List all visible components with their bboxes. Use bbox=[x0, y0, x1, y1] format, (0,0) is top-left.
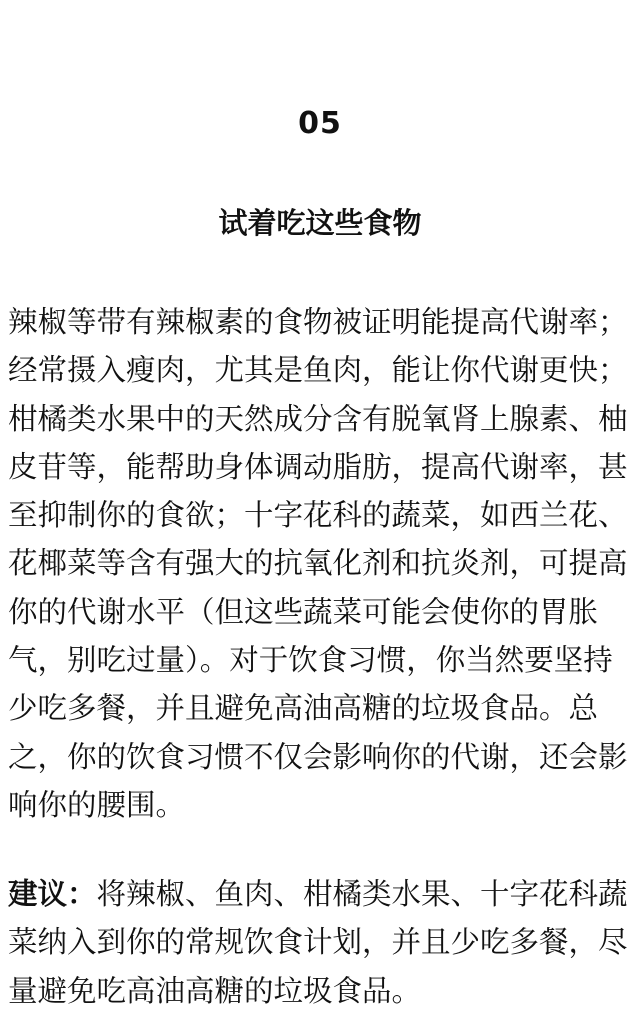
section-number: 05 bbox=[298, 106, 342, 141]
advice-label: 建议： bbox=[8, 877, 97, 911]
advice-text: 将辣椒、鱼肉、柑橘类水果、十字花科蔬菜纳入到你的常规饮食计划，并且少吃多餐，尽量避免吃高油高糖的垃圾食品。 bbox=[8, 877, 628, 1008]
advice-paragraph bbox=[8, 870, 632, 1015]
body-paragraph: 辣椒等带有辣椒素的食物被证明能提高代谢率；经常摄入瘦肉，尤其是鱼肉，能让你代谢更快；柑橘类水果中的天然成分含有脱氧肾上腺素、柚皮苷等，能帮助身体调动脂肪，提高代谢率，甚至抑制你的食欲；十字花科的蔬菜，如西兰花、花椰菜等含有强大的抗氧化剂和抗炎剂，可提高你的代谢水平（但这些蔬菜可能会使你的胃胀气，别吃过量）。对于饮食习惯，你当然要坚持少吃多餐，并且避免高油高糖的垃圾食品。总之，你的饮食习惯不仅会影响你的代谢，还会影响你的腰围。 bbox=[8, 305, 628, 822]
section-title: 试着吃这些食物 bbox=[218, 206, 422, 240]
